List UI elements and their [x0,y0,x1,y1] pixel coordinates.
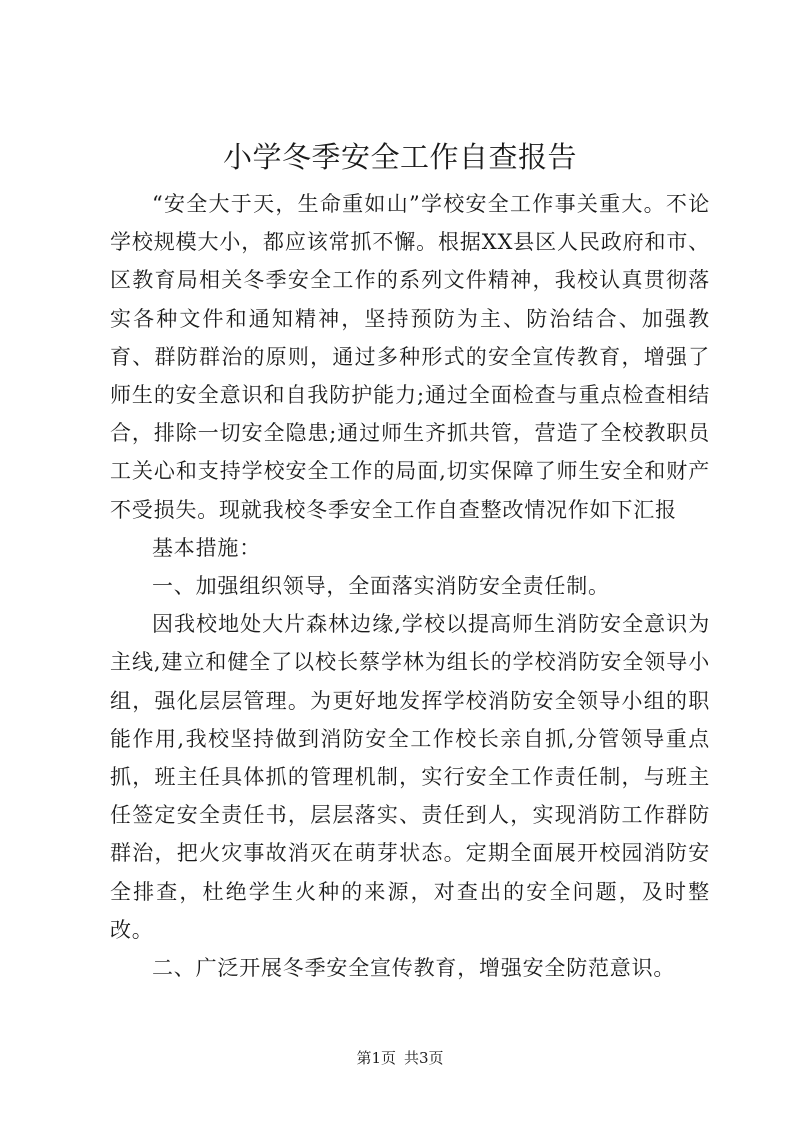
document-body [110,185,710,987]
page-total: 共3页 [404,1049,444,1067]
section-label-basic-measures: 基本措施： [152,535,261,560]
section-1-paragraph: 因我校地处大片森林边缘,学校以提高师生消防安全意识为主线,建立和健全了以校长蔡学林为组长的学校消防安全领导小组，强化层层管理。为更好地发挥学校消防安全领导小组的职能作用,我校坚持做到消防安全工作校长亲自抓,分管领导重点抓，班主任具体抓的管理机制，实行安全工作责任制，与班主任签定安全责任书，层层落实、责任到人，实现消防工作群防群治，把火灾事故消灭在萌芽状态。定期全面展开校园消防安全排查，杜绝学生火种的来源，对查出的安全问题，及时整改。 [110,612,710,942]
section-heading-1: 一、加强组织领导，全面落实消防安全责任制。 [152,574,610,599]
document-title: 小学冬季安全工作自查报告 [222,140,577,174]
section-heading-2: 二、广泛开展冬季安全宣传教育，增强安全防范意识。 [152,956,676,981]
intro-paragraph: “安全大于天，生命重如山”学校安全工作事关重大。不论学校规模大小，都应该常抓不懈。根据XX县区人民政府和市、区教育局相关冬季安全工作的系列文件精神，我校认真贯彻落实各种文件和通知精神，坚持预防为主、防治结合、加强教育、群防群治的原则，通过多种形式的安全宣传教育，增强了师生的安全意识和自我防护能力;通过全面检查与重点检查相结合，排除一切安全隐患;通过师生齐抓共管，营造了全校教职员工关心和支持学校安全工作的局面,切实保障了师生安全和财产不受损失。现就我校冬季安全工作自查整改情况作如下汇报 [110,192,710,522]
page-footer [0,1048,800,1068]
page-number: 第1页 [356,1049,396,1067]
